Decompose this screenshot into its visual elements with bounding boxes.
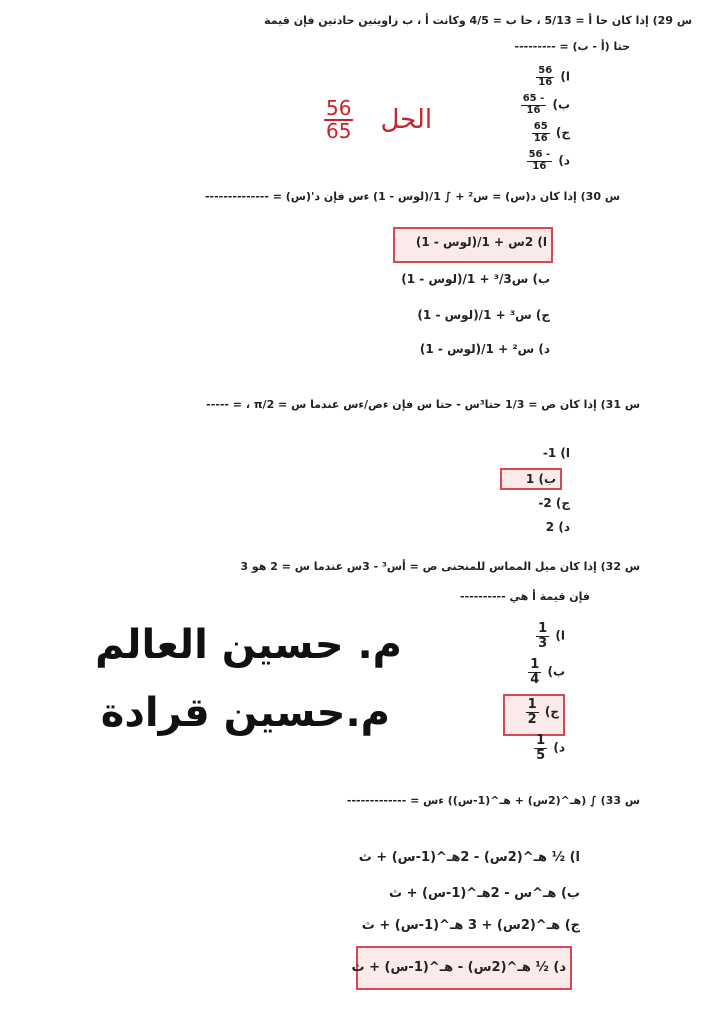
q29-option-c[interactable] bbox=[470, 122, 570, 144]
q32-sub: فإن قيمة أ هي ---------- bbox=[460, 590, 590, 603]
option-label: ج) bbox=[564, 918, 580, 933]
denominator: 5 bbox=[536, 747, 546, 763]
option-text: ½ هـ^(2س) - هـ^(1-س) + ث bbox=[351, 960, 549, 975]
option-text: س³ + 1/(لوس - 1) bbox=[417, 308, 532, 322]
option-text: 2س + 1/(لوس - 1) bbox=[415, 235, 534, 249]
numerator: 1 bbox=[530, 657, 540, 672]
option-label: ج) bbox=[544, 704, 559, 719]
option-text: هـ^س - 2هـ^(1-س) + ث bbox=[389, 886, 557, 901]
option-text: 1- bbox=[542, 446, 557, 460]
numerator: - 56 bbox=[528, 149, 551, 160]
option-label: ا) bbox=[537, 235, 547, 249]
numerator: - 65 bbox=[522, 93, 545, 104]
q32-option-b[interactable] bbox=[505, 658, 565, 686]
q29-option-b[interactable] bbox=[470, 94, 570, 116]
denominator: 16 bbox=[538, 76, 553, 88]
denominator: 16 bbox=[532, 160, 547, 172]
option-label: د) bbox=[553, 740, 565, 755]
option-text: 2 bbox=[545, 520, 555, 534]
option-label: ا) bbox=[560, 446, 570, 460]
option-label: ا) bbox=[560, 69, 570, 84]
q31-stem: س 31) إذا كان ص = 1/3 حتا³س - حتا س فإن ءص/ءس عندما س = π/2 ، = ----- bbox=[206, 398, 640, 411]
option-label: ج) bbox=[555, 125, 570, 140]
q32-option-c[interactable] bbox=[503, 694, 565, 736]
denominator: 3 bbox=[538, 635, 548, 651]
option-text: س³/3 + 1/(لوس - 1) bbox=[401, 272, 529, 286]
option-label: ب) bbox=[560, 886, 580, 901]
solution-label: الحل bbox=[380, 105, 433, 135]
option-label: ب) bbox=[552, 97, 570, 112]
numerator: 1 bbox=[536, 733, 546, 748]
q31-option-c[interactable] bbox=[500, 496, 570, 510]
solution-denominator: 65 bbox=[326, 119, 352, 143]
q29-sub: حتا (أ - ب) = --------- bbox=[514, 40, 630, 53]
option-text: 1 bbox=[525, 472, 535, 486]
author-name-2: م.حسين قرادة bbox=[100, 690, 390, 736]
option-label: ا) bbox=[555, 628, 565, 643]
q29-option-a[interactable] bbox=[470, 66, 570, 88]
denominator: 16 bbox=[526, 104, 541, 116]
option-label: د) bbox=[553, 960, 566, 975]
solution-numerator: 56 bbox=[326, 96, 352, 120]
q33-stem: س 33) ∫ (هـ^(2س) + هـ^(1-س)) ءس = ------------- bbox=[346, 794, 640, 807]
option-label: د) bbox=[558, 520, 570, 534]
option-text: هـ^(2س) + 3 هـ^(1-س) + ث bbox=[361, 918, 561, 933]
denominator: 16 bbox=[533, 132, 548, 144]
option-label: د) bbox=[558, 153, 570, 168]
option-label: ج) bbox=[555, 496, 570, 510]
q33-option-b[interactable] bbox=[350, 886, 580, 901]
option-label: د) bbox=[538, 342, 550, 356]
option-label: ج) bbox=[535, 308, 550, 322]
denominator: 4 bbox=[530, 671, 540, 687]
option-label: ب) bbox=[547, 664, 565, 679]
q30-option-d[interactable] bbox=[400, 342, 550, 356]
option-label: ب) bbox=[538, 472, 556, 486]
q31-option-b[interactable] bbox=[500, 468, 562, 490]
option-label: ب) bbox=[532, 272, 550, 286]
q30-stem: س 30) إذا كان د(س) = س² + ∫ 1/(لوس - 1) ءس فإن د'(س) = -------------- bbox=[204, 190, 620, 203]
q33-option-a[interactable] bbox=[350, 850, 580, 865]
option-text: س² + 1/(لوس - 1) bbox=[419, 342, 535, 356]
q29-stem: س 29) إذا كان حا أ = 5/13 ، حا ب = 4/5 وكانت أ ، ب زاويتين حادتين فإن قيمة bbox=[264, 14, 692, 27]
q30-option-c[interactable] bbox=[400, 308, 550, 322]
q30-option-a[interactable] bbox=[393, 227, 553, 263]
handwritten-solution bbox=[322, 98, 432, 142]
numerator: 56 bbox=[538, 65, 553, 76]
q30-option-b[interactable] bbox=[400, 272, 550, 286]
q33-option-d[interactable] bbox=[351, 946, 572, 990]
numerator: 1 bbox=[527, 697, 537, 712]
option-label: ا) bbox=[569, 850, 580, 865]
denominator: 2 bbox=[527, 711, 537, 727]
author-name-1: م. حسين العالم bbox=[95, 622, 402, 668]
q32-option-d[interactable] bbox=[505, 734, 565, 762]
q31-option-d[interactable] bbox=[500, 520, 570, 534]
q32-option-a[interactable] bbox=[505, 622, 565, 650]
numerator: 1 bbox=[538, 621, 548, 636]
option-text: ½ هـ^(2س) - 2هـ^(1-س) + ث bbox=[358, 850, 566, 865]
option-text: 2- bbox=[538, 496, 552, 510]
numerator: 65 bbox=[533, 121, 548, 132]
q29-option-d[interactable] bbox=[470, 150, 570, 172]
q33-option-c[interactable] bbox=[350, 918, 580, 933]
q31-option-a[interactable] bbox=[500, 446, 570, 460]
q32-stem: س 32) إذا كان ميل المماس للمنحنى ص = أس³ - 3س عندما س = 2 هو 3 bbox=[240, 560, 640, 573]
